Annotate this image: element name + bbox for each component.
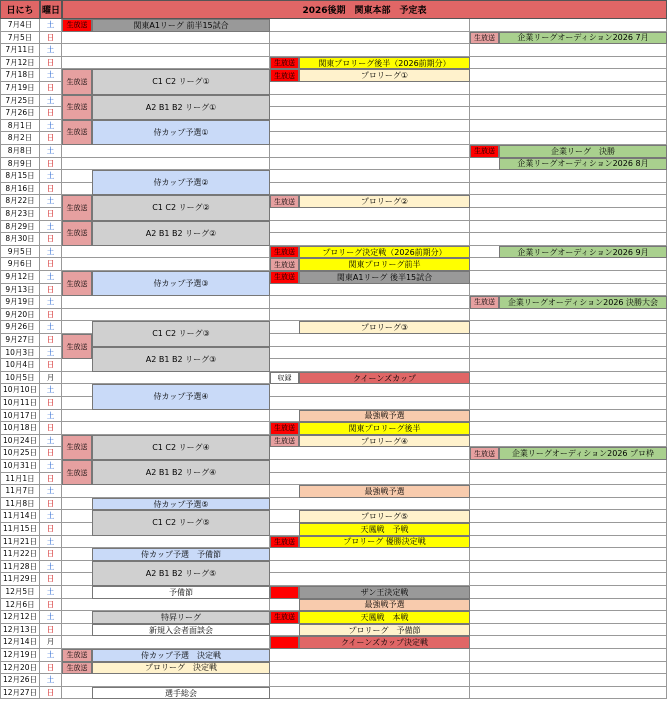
empty-cell	[62, 44, 270, 57]
empty-cell	[470, 422, 667, 435]
event-cell: 予備節	[92, 586, 270, 599]
event-cell: プロリーグ③	[299, 321, 470, 334]
weekday-cell: 日	[40, 523, 62, 536]
weekday-cell: 土	[40, 435, 62, 448]
weekday-cell: 土	[40, 296, 62, 309]
broadcast-tag: 生放送	[62, 271, 92, 296]
event-cell: 関東プロリーグ前半	[299, 258, 470, 271]
date-cell: 10月18日	[0, 422, 40, 435]
date-cell: 9月6日	[0, 258, 40, 271]
broadcast-tag: 生放送	[270, 271, 299, 284]
event-cell: 侍カップ予選 予備節	[92, 548, 270, 561]
date-cell: 12月20日	[0, 662, 40, 675]
empty-cell	[470, 82, 667, 95]
empty-cell	[270, 296, 470, 309]
weekday-cell: 土	[40, 460, 62, 473]
empty-cell	[270, 32, 470, 45]
empty-cell	[62, 32, 270, 45]
weekday-cell: 土	[40, 95, 62, 108]
empty-cell	[470, 498, 667, 511]
empty-cell	[470, 435, 667, 448]
weekday-cell: 土	[40, 246, 62, 259]
event-cell: C1 C2 リーグ⑤	[92, 510, 270, 535]
date-cell: 11月8日	[0, 498, 40, 511]
empty-cell	[470, 321, 667, 334]
event-cell: 侍カップ予選②	[92, 170, 270, 195]
weekday-cell: 日	[40, 473, 62, 486]
empty-cell	[470, 347, 667, 360]
event-cell: 侍カップ予選③	[92, 271, 270, 296]
weekday-cell: 土	[40, 120, 62, 133]
date-cell: 12月26日	[0, 674, 40, 687]
table-row	[0, 44, 667, 57]
event-cell: 特昇リーグ	[92, 611, 270, 624]
weekday-cell: 日	[40, 397, 62, 410]
event-cell: 企業リーグオーディション2026 決勝大会	[499, 296, 667, 309]
event-cell: クイーンズカップ	[299, 372, 470, 385]
event-cell: 天鳳戦 本戦	[299, 611, 470, 624]
empty-cell	[270, 284, 470, 297]
date-cell: 10月5日	[0, 372, 40, 385]
event-cell: A2 B1 B2 リーグ④	[92, 460, 270, 485]
date-cell: 7月19日	[0, 82, 40, 95]
weekday-cell: 土	[40, 561, 62, 574]
empty-cell	[470, 510, 667, 523]
date-cell: 8月16日	[0, 183, 40, 196]
empty-cell	[470, 460, 667, 473]
broadcast-tag: 生放送	[270, 57, 299, 70]
empty-cell	[470, 44, 667, 57]
empty-cell	[470, 561, 667, 574]
event-cell: プロリーグ①	[299, 69, 470, 82]
empty-cell	[270, 170, 470, 183]
empty-cell	[270, 447, 470, 460]
date-cell: 9月5日	[0, 246, 40, 259]
event-cell: 関東A1リーグ 後半15試合	[299, 271, 470, 284]
event-cell: 企業リーグ 決勝	[499, 145, 667, 158]
empty-cell	[470, 309, 667, 322]
empty-cell	[470, 410, 667, 423]
event-cell: 選手総会	[92, 687, 270, 700]
date-cell: 12月6日	[0, 599, 40, 612]
date-cell: 9月20日	[0, 309, 40, 322]
weekday-cell: 土	[40, 384, 62, 397]
broadcast-tag: 生放送	[270, 258, 299, 271]
event-cell: C1 C2 リーグ②	[92, 195, 270, 220]
event-cell: 侍カップ予選⑤	[92, 498, 270, 511]
broadcast-tag: 生放送	[62, 95, 92, 120]
empty-cell	[270, 334, 470, 347]
empty-cell	[470, 233, 667, 246]
weekday-cell: 日	[40, 573, 62, 586]
weekday-cell: 土	[40, 510, 62, 523]
broadcast-tag: 生放送	[270, 422, 299, 435]
weekday-cell: 土	[40, 347, 62, 360]
table-row	[0, 309, 667, 322]
broadcast-tag: 生放送	[62, 195, 92, 220]
empty-cell	[270, 309, 470, 322]
date-cell: 11月15日	[0, 523, 40, 536]
date-cell: 10月17日	[0, 410, 40, 423]
empty-cell	[470, 284, 667, 297]
header-date: 日にち	[0, 0, 40, 19]
empty-cell	[470, 195, 667, 208]
empty-cell	[270, 44, 470, 57]
broadcast-tag: 生放送	[62, 662, 92, 675]
event-cell: C1 C2 リーグ③	[92, 321, 270, 346]
weekday-cell: 月	[40, 372, 62, 385]
empty-cell	[470, 397, 667, 410]
empty-cell	[62, 422, 270, 435]
empty-cell	[470, 69, 667, 82]
empty-cell	[470, 687, 667, 700]
event-cell: 侍カップ予選 決定戦	[92, 649, 270, 662]
broadcast-tag: 生放送	[62, 69, 92, 94]
empty-cell	[270, 82, 470, 95]
date-cell: 12月14日	[0, 636, 40, 649]
date-cell: 7月26日	[0, 107, 40, 120]
empty-cell	[470, 372, 667, 385]
date-cell: 11月29日	[0, 573, 40, 586]
weekday-cell: 土	[40, 145, 62, 158]
date-cell: 8月9日	[0, 158, 40, 171]
event-cell: 侍カップ予選④	[92, 384, 270, 409]
date-cell: 12月12日	[0, 611, 40, 624]
empty-cell	[470, 674, 667, 687]
event-cell: A2 B1 B2 リーグ③	[92, 347, 270, 372]
date-cell: 8月29日	[0, 221, 40, 234]
empty-cell	[470, 120, 667, 133]
event-cell: A2 B1 B2 リーグ①	[92, 95, 270, 120]
event-cell: C1 C2 リーグ④	[92, 435, 270, 460]
date-cell: 9月27日	[0, 334, 40, 347]
empty-cell	[270, 687, 470, 700]
event-cell: プロリーグ決定戦（2026前期分）	[299, 246, 470, 259]
empty-cell	[270, 573, 470, 586]
header-dow: 曜日	[40, 0, 62, 19]
date-cell: 7月11日	[0, 44, 40, 57]
event-cell: プロリーグ 決定戦	[92, 662, 270, 675]
date-cell: 10月11日	[0, 397, 40, 410]
empty-cell	[470, 208, 667, 221]
event-cell: 最強戦予選	[299, 485, 470, 498]
weekday-cell: 日	[40, 158, 62, 171]
event-cell: プロリーグ②	[299, 195, 470, 208]
empty-cell	[62, 145, 270, 158]
broadcast-tag: 生放送	[62, 460, 92, 485]
empty-cell	[470, 258, 667, 271]
date-cell: 7月12日	[0, 57, 40, 70]
event-cell: A2 B1 B2 リーグ⑤	[92, 561, 270, 586]
weekday-cell: 土	[40, 19, 62, 32]
weekday-cell: 日	[40, 183, 62, 196]
weekday-cell: 土	[40, 536, 62, 549]
empty-cell	[62, 258, 270, 271]
event-cell: C1 C2 リーグ①	[92, 69, 270, 94]
empty-cell	[62, 57, 270, 70]
empty-cell	[62, 536, 270, 549]
empty-cell	[470, 132, 667, 145]
empty-cell	[62, 372, 270, 385]
broadcast-tag: 生放送	[62, 19, 92, 32]
date-cell: 10月31日	[0, 460, 40, 473]
event-cell: 最強戦予選	[299, 599, 470, 612]
header-title: 2026後期 関東本部 予定表	[62, 0, 667, 19]
event-cell: A2 B1 B2 リーグ②	[92, 221, 270, 246]
weekday-cell: 土	[40, 410, 62, 423]
date-cell: 7月25日	[0, 95, 40, 108]
weekday-cell: 土	[40, 649, 62, 662]
weekday-cell: 日	[40, 548, 62, 561]
date-cell: 12月13日	[0, 624, 40, 637]
broadcast-tag: 収録	[270, 372, 299, 385]
broadcast-tag: 生放送	[62, 221, 92, 246]
date-cell: 9月26日	[0, 321, 40, 334]
empty-cell	[270, 498, 470, 511]
weekday-cell: 日	[40, 498, 62, 511]
date-cell: 8月1日	[0, 120, 40, 133]
empty-cell	[270, 19, 470, 32]
date-cell: 11月21日	[0, 536, 40, 549]
date-cell: 8月23日	[0, 208, 40, 221]
empty-cell	[470, 636, 667, 649]
date-cell: 8月30日	[0, 233, 40, 246]
date-cell: 8月22日	[0, 195, 40, 208]
broadcast-tag: 生放送	[62, 120, 92, 145]
empty-cell	[470, 473, 667, 486]
empty-cell	[62, 674, 270, 687]
broadcast-tag: 生放送	[470, 32, 499, 45]
weekday-cell: 土	[40, 674, 62, 687]
empty-cell	[270, 384, 470, 397]
empty-cell	[270, 107, 470, 120]
weekday-cell: 日	[40, 107, 62, 120]
empty-cell	[470, 548, 667, 561]
empty-cell	[470, 334, 667, 347]
date-cell: 7月5日	[0, 32, 40, 45]
broadcast-tag: 生放送	[470, 447, 499, 460]
weekday-cell: 土	[40, 586, 62, 599]
event-cell: 天鳳戦 予戦	[299, 523, 470, 536]
date-cell: 10月24日	[0, 435, 40, 448]
event-cell: 最強戦予選	[299, 410, 470, 423]
date-cell: 9月19日	[0, 296, 40, 309]
empty-cell	[270, 158, 470, 171]
date-cell: 8月8日	[0, 145, 40, 158]
event-cell: プロリーグ⑤	[299, 510, 470, 523]
empty-cell	[470, 599, 667, 612]
empty-cell	[470, 19, 667, 32]
broadcast-tag: 生放送	[270, 246, 299, 259]
date-cell: 11月7日	[0, 485, 40, 498]
empty-cell	[470, 624, 667, 637]
empty-cell	[270, 120, 470, 133]
date-cell: 11月1日	[0, 473, 40, 486]
broadcast-tag: 生放送	[270, 611, 299, 624]
date-cell: 11月22日	[0, 548, 40, 561]
empty-cell	[270, 347, 470, 360]
event-cell: クイーンズカップ決定戦	[299, 636, 470, 649]
empty-cell	[270, 460, 470, 473]
empty-cell	[470, 271, 667, 284]
empty-cell	[470, 95, 667, 108]
empty-cell	[62, 410, 270, 423]
empty-cell	[270, 662, 470, 675]
date-cell: 8月15日	[0, 170, 40, 183]
date-cell: 8月2日	[0, 132, 40, 145]
empty-cell	[470, 523, 667, 536]
empty-cell	[470, 573, 667, 586]
empty-cell	[270, 208, 470, 221]
date-cell: 11月28日	[0, 561, 40, 574]
empty-cell	[270, 95, 470, 108]
empty-cell	[62, 246, 270, 259]
empty-cell	[62, 309, 270, 322]
event-cell: プロリーグ④	[299, 435, 470, 448]
broadcast-tag	[270, 586, 299, 599]
weekday-cell: 日	[40, 309, 62, 322]
broadcast-tag: 生放送	[470, 145, 499, 158]
empty-cell	[62, 636, 270, 649]
empty-cell	[470, 359, 667, 372]
empty-cell	[270, 145, 470, 158]
event-cell: 関東A1リーグ 前半15試合	[92, 19, 270, 32]
broadcast-tag: 生放送	[470, 296, 499, 309]
event-cell: 関東プロリーグ後半	[299, 422, 470, 435]
date-cell: 9月13日	[0, 284, 40, 297]
empty-cell	[270, 183, 470, 196]
empty-cell	[270, 359, 470, 372]
date-cell: 10月25日	[0, 447, 40, 460]
weekday-cell: 日	[40, 624, 62, 637]
empty-cell	[470, 221, 667, 234]
weekday-cell: 日	[40, 447, 62, 460]
weekday-cell: 日	[40, 208, 62, 221]
weekday-cell: 月	[40, 636, 62, 649]
weekday-cell: 土	[40, 170, 62, 183]
weekday-cell: 土	[40, 69, 62, 82]
weekday-cell: 日	[40, 662, 62, 675]
broadcast-tag: 生放送	[270, 536, 299, 549]
event-cell: 企業リーグオーディション2026 8月	[499, 158, 667, 171]
date-cell: 10月4日	[0, 359, 40, 372]
empty-cell	[270, 649, 470, 662]
date-cell: 12月5日	[0, 586, 40, 599]
weekday-cell: 日	[40, 359, 62, 372]
weekday-cell: 日	[40, 132, 62, 145]
broadcast-tag: 生放送	[270, 69, 299, 82]
empty-cell	[270, 674, 470, 687]
date-cell: 7月18日	[0, 69, 40, 82]
event-cell: ザン王決定戦	[299, 586, 470, 599]
weekday-cell: 日	[40, 422, 62, 435]
date-cell: 10月10日	[0, 384, 40, 397]
weekday-cell: 日	[40, 258, 62, 271]
empty-cell	[470, 57, 667, 70]
empty-cell	[470, 170, 667, 183]
empty-cell	[62, 485, 270, 498]
broadcast-tag: 生放送	[270, 195, 299, 208]
date-cell: 10月3日	[0, 347, 40, 360]
date-cell: 12月27日	[0, 687, 40, 700]
broadcast-tag: 生放送	[62, 649, 92, 662]
empty-cell	[270, 397, 470, 410]
date-cell: 11月14日	[0, 510, 40, 523]
empty-cell	[270, 132, 470, 145]
empty-cell	[270, 221, 470, 234]
event-cell: 企業リーグオーディション2026 7月	[499, 32, 667, 45]
empty-cell	[62, 158, 270, 171]
weekday-cell: 土	[40, 485, 62, 498]
broadcast-tag	[270, 636, 299, 649]
broadcast-tag: 生放送	[62, 435, 92, 460]
weekday-cell: 土	[40, 321, 62, 334]
weekday-cell: 日	[40, 32, 62, 45]
event-cell: 関東プロリーグ後半（2026前期分）	[299, 57, 470, 70]
event-cell: 企業リーグオーディション2026 プロ枠	[499, 447, 667, 460]
broadcast-tag: 生放送	[62, 334, 92, 359]
weekday-cell: 土	[40, 44, 62, 57]
empty-cell	[470, 649, 667, 662]
broadcast-tag: 生放送	[270, 435, 299, 448]
empty-cell	[470, 611, 667, 624]
empty-cell	[470, 662, 667, 675]
event-cell: 侍カップ予選①	[92, 120, 270, 145]
date-cell: 9月12日	[0, 271, 40, 284]
weekday-cell: 日	[40, 284, 62, 297]
empty-cell	[270, 233, 470, 246]
empty-cell	[470, 586, 667, 599]
empty-cell	[270, 473, 470, 486]
empty-cell	[470, 384, 667, 397]
weekday-cell: 土	[40, 195, 62, 208]
empty-cell	[62, 599, 270, 612]
weekday-cell: 日	[40, 687, 62, 700]
weekday-cell: 土	[40, 611, 62, 624]
weekday-cell: 土	[40, 221, 62, 234]
empty-cell	[62, 296, 270, 309]
empty-cell	[470, 107, 667, 120]
weekday-cell: 土	[40, 271, 62, 284]
weekday-cell: 日	[40, 334, 62, 347]
empty-cell	[470, 485, 667, 498]
event-cell: 新規入会者面談会	[92, 624, 270, 637]
date-cell: 12月19日	[0, 649, 40, 662]
event-cell: 企業リーグオーディション2026 9月	[499, 246, 667, 259]
weekday-cell: 日	[40, 233, 62, 246]
empty-cell	[270, 561, 470, 574]
event-cell: プロリーグ 予備節	[299, 624, 470, 637]
empty-cell	[470, 183, 667, 196]
empty-cell	[470, 536, 667, 549]
weekday-cell: 日	[40, 57, 62, 70]
table-row	[0, 674, 667, 687]
date-cell: 7月4日	[0, 19, 40, 32]
empty-cell	[270, 548, 470, 561]
weekday-cell: 日	[40, 599, 62, 612]
weekday-cell: 日	[40, 82, 62, 95]
event-cell: プロリーグ 優勝決定戦	[299, 536, 470, 549]
